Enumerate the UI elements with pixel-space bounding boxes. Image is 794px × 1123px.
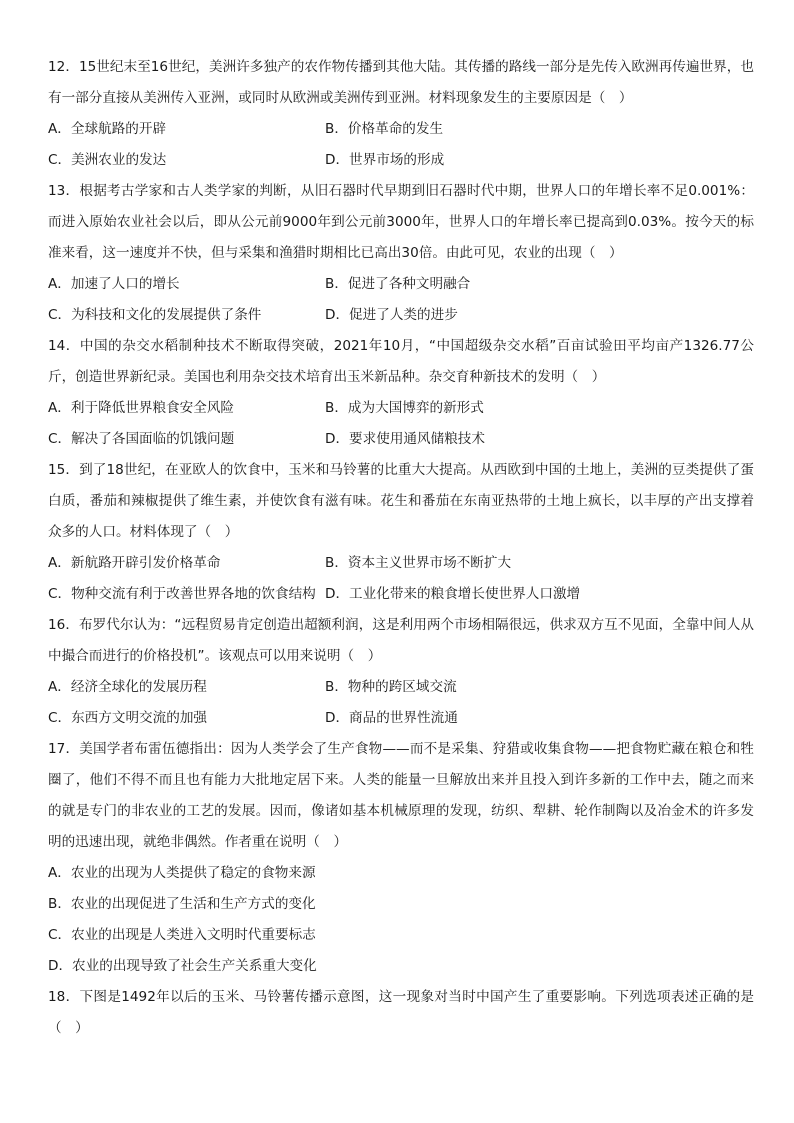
- option-b[interactable]: B．农业的出现促进了生活和生产方式的变化: [48, 896, 316, 912]
- question-stem: 15．到了18世纪，在亚欧人的饮食中，玉米和马铃薯的比重大大提高。从西欧到中国的土地上，美洲的豆类提供了蛋白质，番茄和辣椒提供了维生素，并使饮食有滋有味。花生和番茄在东南亚热带的土地上疯长，以丰厚的产出支撑着众多的人口。材料体现了（ ）: [48, 462, 754, 540]
- question-stem: 14．中国的杂交水稻制种技术不断取得突破，2021年10月，“中国超级杂交水稻”百亩试验田平均亩产1326.77公斤，创造世界新纪录。美国也利用杂交技术培育出玉米新品种。杂交育种新技术的发明（ ）: [48, 338, 754, 385]
- question-stem: 12．15世纪末至16世纪，美洲许多独产的农作物传播到其他大陆。其传播的路线一部分是先传入欧洲再传遍世界，也有一部分直接从美洲传入亚洲，或同时从欧洲或美洲传到亚洲。材料现象发生的主要原因是（ ）: [48, 59, 754, 106]
- question-stem: 13．根据考古学家和古人类学家的判断，从旧石器时代早期到旧石器时代中期，世界人口的年增长率不足0.001%：而进入原始农业社会以后，即从公元前9000年到公元前3000年，世界人口的年增长率已提高到0.03%。按今天的标准来看，这一速度并不快，但与采集和渔猎时期相比已高出30倍。由此可见，农业的出现（ ）: [48, 183, 754, 261]
- option-b[interactable]: B．资本主义世界市场不断扩大: [325, 555, 512, 571]
- option-c[interactable]: C．东西方文明交流的加强: [48, 710, 208, 726]
- question-13: [48, 176, 754, 331]
- option-a[interactable]: A．利于降低世界粮食安全风险: [48, 400, 235, 416]
- question-12: [48, 52, 754, 176]
- option-d[interactable]: D．工业化带来的粮食增长使世界人口激增: [325, 586, 581, 602]
- question-14: [48, 331, 754, 455]
- option-d[interactable]: D．要求使用通风储粮技术: [325, 431, 485, 447]
- options: [48, 393, 754, 455]
- options: [48, 858, 754, 982]
- option-c[interactable]: C．物种交流有利于改善世界各地的饮食结构: [48, 586, 316, 602]
- question-stem: 17．美国学者布雷伍德指出：因为人类学会了生产食物——而不是采集、狩猎或收集食物——把食物贮藏在粮仓和牲圈了，他们不得不而且也有能力大批地定居下来。人类的能量一旦解放出来并且投入到许多新的工作中去，随之而来的就是专门的非农业的工艺的发展。因而，像诸如基本机械原理的发现，纺织、犁耕、轮作制陶以及冶金术的许多发明的迅速出现，就绝非偶然。作者重在说明（ ）: [48, 741, 754, 850]
- option-d[interactable]: D．商品的世界性流通: [325, 710, 458, 726]
- option-b[interactable]: B．促进了各种文明融合: [325, 276, 471, 292]
- option-b[interactable]: B．物种的跨区域交流: [325, 679, 457, 695]
- option-b[interactable]: B．成为大国博弈的新形式: [325, 400, 484, 416]
- option-c[interactable]: C．农业的出现是人类进入文明时代重要标志: [48, 927, 316, 943]
- option-c[interactable]: C．美洲农业的发达: [48, 152, 167, 168]
- question-17: [48, 734, 754, 982]
- options: [48, 672, 754, 734]
- options: [48, 548, 754, 610]
- options: [48, 114, 754, 176]
- question-stem: 18．下图是1492年以后的玉米、马铃薯传播示意图，这一现象对当时中国产生了重要影响。下列选项表述正确的是（ ）: [48, 989, 754, 1036]
- option-c[interactable]: C．解决了各国面临的饥饿问题: [48, 431, 235, 447]
- option-d[interactable]: D．世界市场的形成: [325, 152, 445, 168]
- question-15: [48, 455, 754, 610]
- option-a[interactable]: A．新航路开辟引发价格革命: [48, 555, 221, 571]
- question-stem: 16．布罗代尔认为：“远程贸易肯定创造出超额利润，这是利用两个市场相隔很远，供求双方互不见面，全靠中间人从中撮合而进行的价格投机”。该观点可以用来说明（ ）: [48, 617, 754, 664]
- question-18: [48, 982, 754, 1044]
- options: [48, 269, 754, 331]
- option-a[interactable]: A．全球航路的开辟: [48, 121, 167, 137]
- option-a[interactable]: A．农业的出现为人类提供了稳定的食物来源: [48, 865, 316, 881]
- question-16: [48, 610, 754, 734]
- exam-page: [48, 52, 754, 1044]
- option-a[interactable]: A．加速了人口的增长: [48, 276, 180, 292]
- option-d[interactable]: D．促进了人类的进步: [325, 307, 458, 323]
- option-c[interactable]: C．为科技和文化的发展提供了条件: [48, 307, 262, 323]
- option-a[interactable]: A．经济全球化的发展历程: [48, 679, 207, 695]
- option-d[interactable]: D．农业的出现导致了社会生产关系重大变化: [48, 958, 317, 974]
- option-b[interactable]: B．价格革命的发生: [325, 121, 444, 137]
